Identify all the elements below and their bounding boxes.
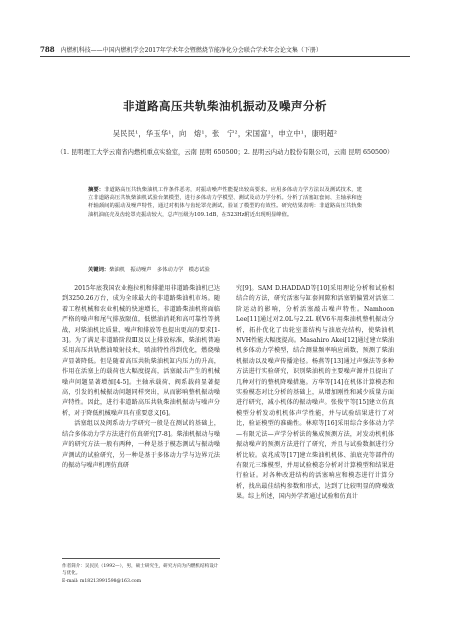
- running-header: [40, 44, 410, 57]
- keywords-label: 关键词：: [88, 267, 110, 273]
- abstract-label: 摘要：: [88, 187, 105, 193]
- right-column: [236, 284, 394, 503]
- left-column: [62, 284, 220, 471]
- author-email: E-mail: m18213991598@163.com: [62, 578, 142, 584]
- author-footnote: [62, 558, 220, 585]
- author-list: 吴民民¹，华玉华¹，向 熔¹，张 宁²，宋国富¹，申立中¹，康明超²: [112, 129, 338, 138]
- abstract: [88, 186, 362, 219]
- body-paragraph: 究[9]。SAM D.HADDAD等[10]采用理论分析和试验相结合的方法，研究活塞与缸套间隙和活塞销偏置对活塞二阶运动的影响，分析活塞敲击噪声特性。Namhoon Lee[11]通过对2.0L与2.2L 联V6车用柴油机整机振动分析，拓扑优化了齿轮室盖结构与油底壳结构，使柴油机NVH性能大幅度提高。Masahiro Akei[12]通过建立柴油机多体动力学模型，结合测量频率响应函数，预测了柴油机振动以及噪声传播途径。杨燕等[13]通过声强法等多种方法进行实验研究，识别柴油机的主要噪声源并且提出了几种对行的整机降噪措施。方华等[14]在机体计算模态和实验模态对比分析的基础上，从增加刚性和减少质量方面进行研究，减小机体的振动噪声。张俊宇等[15]建立仿真模型分析发动机机体声学性能，并与试验结果进行了对比，验证模型的准确性。林琼等[16]采用综合多体动力学—有限元法—声学分析法的集成预测方法，对发动机机体振动噪声的预测方法进行了研究，并且与试验数据进行分析比较。袁兆成等[17]建立柴油机机体、油底壳等部件的有限元三维模型，并用试验模态分析对计算模型和结果进行验证。对各种改进结构的活塞响应和模态进行计算分析，找出最佳结构参数和形式，达到了比较明显的降噪效果。综上所述，国内外学者通过试验和仿真计: [236, 285, 394, 501]
- author-intro: 作者简介：吴民民（1992—），男，硕士研究生，研究方向为内燃机结构设计与优化。: [62, 564, 219, 577]
- journal-name: 内燃机科技——中国内燃机学会2017年学术年会暨燃烧节能净化分会联合学术年会论文集（下册）: [60, 47, 322, 54]
- page-number: 788: [40, 45, 55, 54]
- body-paragraph: 活塞组以及阀系动力学研究一般是在测试的基础上，结合多体动力学方法进行仿真研究[7-8]。柴油机振动与噪声的研究方法一般有两种，一种是基于模态测试与振动噪声测试的试验研究，另一种是基于多体动力学与边界元法的振动与噪声机理仿真研: [62, 420, 220, 469]
- keywords-text: 柴油机 振动噪声 多体动力学 模态试验: [109, 267, 210, 273]
- affiliation: （1. 昆明理工大学云南省内燃机重点实验室，云南 昆明 650500；2. 昆明云内动力股份有限公司，云南 昆明 650500）: [56, 149, 394, 156]
- paper-title: 非道路高压共轨柴油机振动及噪声分析: [123, 99, 327, 113]
- keywords: [88, 266, 362, 274]
- body-paragraph: 2015年底我国农业拖拉机和排灌用非道路柴油机已达到3250.26万台，成为全球最大的非道路柴油机市场。随着工程机械和农业机械的快速增长，非道路柴油机将面临严格的噪声和尾气排放限值，低燃油消耗和高可靠性等挑战，对柴油机比质量、噪声和排放等也提出更高的要求[1-3]。为了满足非道路阶段Ⅲ及以上排放标准，柴油机普遍采用高压共轨燃油喷射技术，喷油特性得到优化，燃烧噪声显著降低。但是随着高压共轨柴油机缸内压力的升高，作用在活塞上的载荷也大幅度提高，活塞敲击产生的机械噪声问题显著增加[4-5]。主轴承载荷、阀系载荷显著提高，引发的机械振动问题同样突出，从而影响整机振动噪声特性。因此，进行非道路高压共轨柴油机振动与噪声分析，对于降低机械噪声具有重要意义[6]。: [62, 285, 220, 417]
- body-columns: [62, 284, 394, 604]
- abstract-text: 非道路高压共轨柴油机工作条件恶劣，对振动噪声性能提出较高要求。应用多体动力学方法以及测试技术，建立非道路高压共轨柴油机试验台架模型，进行多体动力学模型、测试及动力学分析。分析了活塞缸套间、主轴承和连杆轴颈间的振动及噪声特性，通过对机体与齿轮罩壳测试，验证了模型的有效性。研究结果表明：非道路高压共轨柴油机油底壳及齿轮罩壳振动较大，总声压级为109.1dB，在523Hz附近出现明显峰值。: [88, 187, 362, 218]
